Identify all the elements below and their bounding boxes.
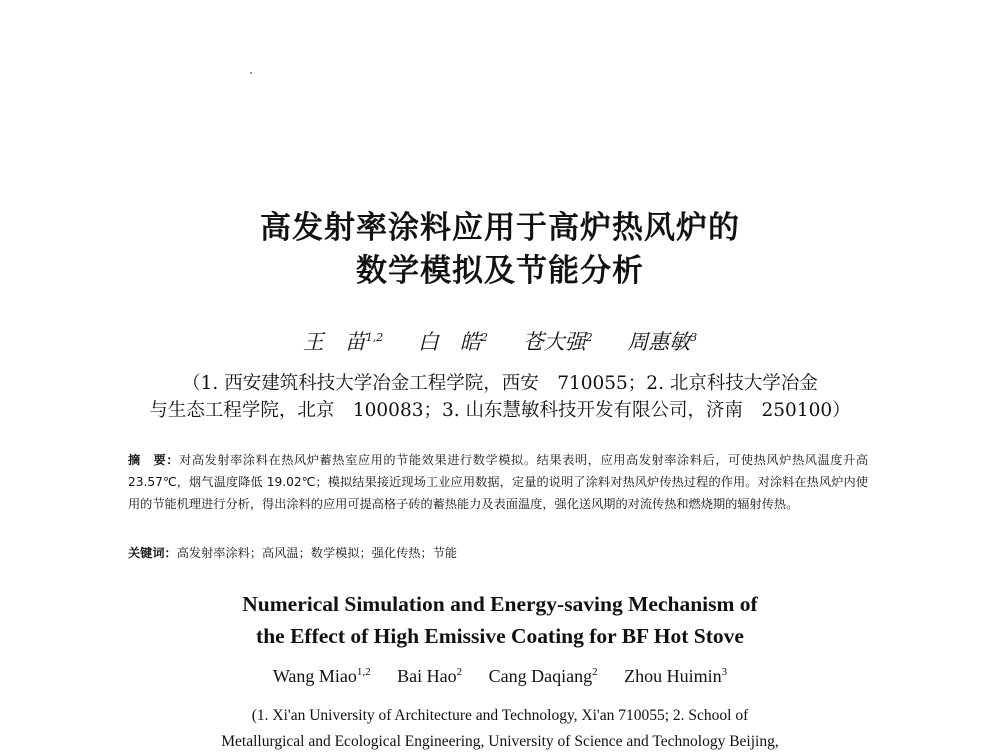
title-en-line2: the Effect of High Emissive Coating for BF Hot Stove — [256, 624, 744, 648]
authors-cn — [0, 329, 1000, 355]
keywords-label: 关键词： — [128, 546, 177, 560]
author-cn: 苍大强$^2$ — [522, 330, 593, 354]
affiliation-cn-line1: （1. 西安建筑科技大学冶金工程学院，西安 710055；2. 北京科技大学冶金 — [182, 373, 818, 394]
author-cn: 周惠敏$^3$ — [627, 330, 698, 354]
author-cn: 白 皓$^2$ — [417, 330, 488, 354]
abstract-cn — [128, 449, 868, 515]
scan-speck — [250, 72, 252, 74]
abstract-label: 摘 要： — [128, 453, 180, 467]
affiliation-en-line2: Metallurgical and Ecological Engineering, University of Science and Technology Beijing, — [221, 733, 779, 750]
title-cn-line2: 数学模拟及节能分析 — [356, 253, 644, 289]
author-en: Zhou Huimin$^3$ — [624, 666, 728, 686]
abstract-text: 对高发射率涂料在热风炉蓄热室应用的节能效果进行数学模拟。结果表明，应用高发射率涂料后，可使热风炉热风温度升高 23.57℃，烟气温度降低 19.02℃；模拟结果接近现场工业应用数据，定量的说明了涂料对热风炉传热过程的作用。对涂料在热风炉内使用的节能机理进行分析，得出涂料的应用可提高格子砖的蓄热能力及表面温度，强化送风期的对流传热和燃烧期的辐射传热。 — [128, 453, 869, 511]
keywords-text: 高发射率涂料；高风温；数学模拟；强化传热；节能 — [176, 546, 458, 560]
author-cn: 王 苗$^{1,2}$ — [302, 330, 384, 354]
author-en: Wang Miao$^{1,2}$ — [272, 666, 371, 686]
title-cn-line1: 高发射率涂料应用于高炉热风炉的 — [260, 210, 740, 246]
affiliation-cn-line2: 与生态工程学院，北京 100083；3. 山东慧敏科技开发有限公司，济南 250100） — [149, 400, 851, 421]
authors-en — [0, 664, 1000, 688]
author-en: Cang Daqiang$^2$ — [488, 666, 598, 686]
affiliation-en-line1: (1. Xi'an University of Architecture and Technology, Xi'an 710055; 2. School of — [251, 707, 749, 724]
title-en-line1: Numerical Simulation and Energy-saving Mechanism of — [242, 592, 758, 616]
author-en: Bai Hao$^2$ — [397, 666, 463, 686]
keywords-cn — [128, 542, 868, 564]
